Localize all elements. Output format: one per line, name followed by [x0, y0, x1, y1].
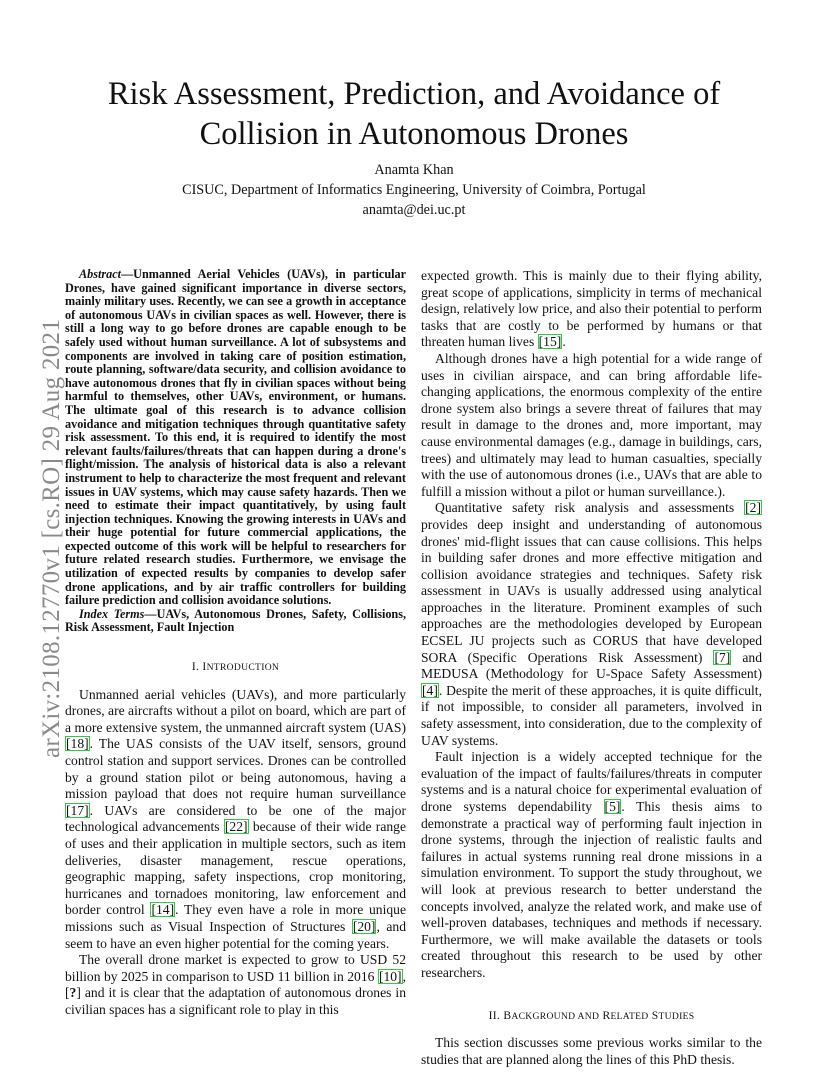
abstract	[65, 268, 406, 608]
citation-link[interactable]: [22]	[224, 819, 248, 835]
citation-link[interactable]: [5]	[604, 799, 621, 814]
index-terms-text: —UAVs, Autonomous Drones, Safety, Collisions, Risk Assessment, Fault Injection	[65, 606, 406, 635]
title-line-2: Collision in Autonomous Drones	[199, 116, 629, 152]
citation-link[interactable]: [20]	[352, 918, 376, 934]
abstract-text: —Unmanned Aerial Vehicles (UAVs), in particular Drones, have gained significant importance in diverse sectors, mainly military uses. Recently, we can see a growth in acceptance of autonomous UAVs in civilian spaces as well. However, there is still a long way to go before drones are capable enough to be safely used without human surveillance. A lot of subsystems and components are involved in taking care of position estimation, route planning, software/data security, and collision avoidance to have autonomous drones that fly in civilian spaces without being harmful to themselves, other UAVs, environment, or humans. The ultimate goal of this research is to advance collision avoidance and mitigation techniques through quantitative safety risk assessment. To this end, it is required to identify the most relevant faults/failures/threats that can happen during a drone's flight/mission. The analysis of historical data is also a relevant instrument to help to characterize the most frequent and relevant issues in UAV systems, which may cause safety hazards. Then we need to estimate their impact quantitatively, by using fault injection techniques. Knowing the growing interests in UAVs and their huge potential for future commercial applications, the expected outcome of this work will be helpful to researchers for future related research studies. Furthermore, we envisage the utilization of expected results by companies to develop safer drone applications, and by air traffic controllers for building failure prediction and collision avoidance solutions.	[65, 267, 406, 608]
index-terms	[65, 608, 406, 635]
author-affiliation: CISUC, Department of Informatics Engineering, University of Coimbra, Portugal	[182, 182, 646, 198]
paragraph: Fault injection is a widely accepted technique for the evaluation of the impact of faults/failures/threats in computer systems and is a natural choice for experimental evaluation of drone systems dependability [5]. This thesis aims to demonstrate a practical way of performing fault injection in drone systems, through the injection of realistic faults and failures in actual systems running real drone missions in a simulation environment. To support the study throughout, we will look at previous research to better understand the concepts involved, analyze the related work, and make use of well-proven databases, techniques and methods if necessary. Furthermore, we will make available the datasets or tools created throughout this research to be used by other researchers.	[421, 749, 762, 980]
section-heading-introduction: I. INTRODUCTION	[191, 660, 280, 674]
author-email: anamta@dei.uc.pt	[362, 202, 466, 218]
author-name: Anamta Khan	[374, 162, 454, 178]
section-heading-background: II. BACKGROUND AND RELATED STUDIES	[488, 1008, 695, 1022]
citation-link[interactable]: [15]	[538, 334, 562, 350]
paragraph: expected growth. This is mainly due to their flying ability, great scope of applications, simplicity in terms of mechanical design, relatively low price, and also their potential to perform tasks that are costly to be performed by humans or that threaten human lives [15].	[421, 268, 762, 350]
missing-citation-mark: ?	[69, 985, 77, 1001]
paper-title	[60, 74, 768, 154]
arxiv-identifier-stamp: arXiv:2108.12770v1 [cs.RO] 29 Aug 2021	[38, 318, 65, 758]
citation-link[interactable]: [18]	[66, 736, 89, 752]
citation-link[interactable]: [4]	[422, 682, 438, 698]
paragraph: Although drones have a high potential for a wide range of uses in civilian airspace, and can bring affordable life-changing applications, the enormous complexity of the entire drone system also brings a severe threat of failures that may result in damage to the drones and, more important, may cause environmental damages (e.g., damage in buildings, cars, trees) and ultimately may lead to human casualties, specially with the use of autonomous drones (i.e., UAVs that are able to fulfill a mission without a pilot or human surveillance.).	[421, 350, 762, 499]
citation-link[interactable]: [7]	[714, 649, 731, 665]
paragraph: Quantitative safety risk analysis and assessments [2] provides deep insight and understanding of autonomous drones' mid-flight issues that can cause collisions. This helps in building safer drones and more effective mitigation and collision avoidance strategies and techniques. Safety risk assessment in UAVs is usually addressed using analytical approaches in the literature. Prominent examples of such approaches are the methodologies developed by European ECSEL JU projects such as CORUS that have developed SORA (Specific Operations Risk Assessment) [7] and MEDUSA (Methodology for U-Space Safety Assessment) [4]. Despite the merit of these approaches, it is quite difficult, if not impossible, to consider all parameters, involved in safety assessment, into consideration, due to the complexity of UAV systems.	[421, 500, 762, 748]
paragraph: The overall drone market is expected to grow to USD 52 billion by 2025 in comparison to USD 11 billion in 2016 [10], [?] and it is clear that the adaptation of autonomous drones in civilian spaces has a significant role to play in this	[65, 952, 406, 1017]
citation-link[interactable]: [14]	[151, 902, 175, 918]
title-line-1: Risk Assessment, Prediction, and Avoidance of	[107, 76, 721, 112]
right-column	[421, 268, 762, 1068]
abstract-label: Abstract	[79, 267, 121, 281]
citation-link[interactable]: [10]	[378, 968, 402, 984]
index-terms-label: Index Terms	[79, 606, 145, 621]
citation-link[interactable]: [2]	[745, 500, 761, 516]
author-block	[60, 160, 768, 220]
paragraph: Unmanned aerial vehicles (UAVs), and more particularly drones, are aircrafts without a pilot on board, which are part of a more extensive system, the unmanned aircraft system (UAS) [18]. The UAS consists of the UAV itself, sensors, ground control station and support services. Drones can be controlled by a ground station pilot or being autonomous, having a mission payload that does not require human surveillance [17]. UAVs are considered to be one of the major technological advancements [22] because of their wide range of uses and their application in multiple sectors, such as item deliveries, disaster management, rescue operations, geographic mapping, safety inspections, crop monitoring, hurricanes and tornadoes monitoring, law enforcement and border control [14]. They even have a role in more unique missions such as Visual Inspection of Structures [20], and seem to have an even higher potential for the coming years.	[65, 686, 407, 951]
paragraph: This section discusses some previous works similar to the studies that are planned along the lines of this PhD thesis.	[421, 1035, 762, 1067]
citation-link[interactable]: [17]	[66, 802, 89, 818]
left-column	[65, 268, 406, 1019]
